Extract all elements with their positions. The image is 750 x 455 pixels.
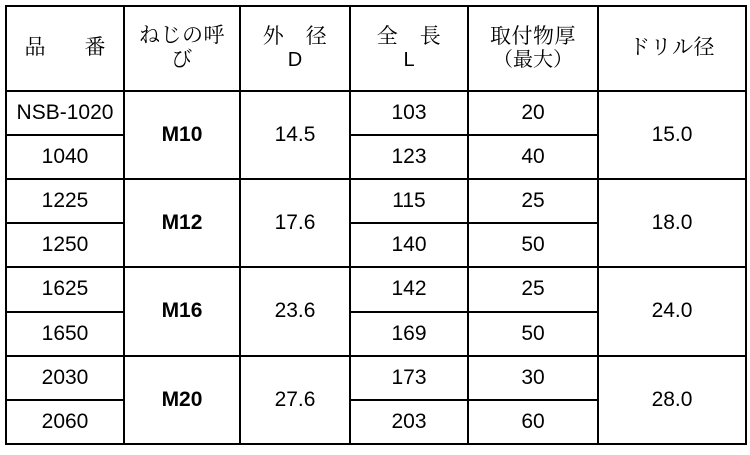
column-header-thread-size xyxy=(124,6,240,91)
column-header-thread-size-label: ねじの呼び xyxy=(139,24,225,72)
cell-part-no: 1625 xyxy=(6,267,124,311)
cell-part-no: 1040 xyxy=(6,135,124,179)
cell-mount-thickness: 40 xyxy=(468,135,598,179)
column-header-outer-diameter xyxy=(240,6,350,91)
column-header-outer-diameter-label: 外 径 xyxy=(262,24,328,48)
specification-table xyxy=(5,5,747,445)
column-header-total-length-label: 全 長 xyxy=(376,24,442,48)
cell-mount-thickness: 20 xyxy=(468,91,598,135)
cell-outer-diameter: 17.6 xyxy=(240,179,350,267)
cell-part-no: 1250 xyxy=(6,223,124,267)
column-header-total-length-symbol: L xyxy=(403,49,415,72)
cell-drill-diameter: 24.0 xyxy=(598,267,746,355)
cell-thread-size: M16 xyxy=(124,267,240,355)
cell-total-length: 123 xyxy=(350,135,468,179)
cell-total-length: 173 xyxy=(350,356,468,400)
column-header-total-length xyxy=(350,6,468,91)
table-row xyxy=(6,356,746,400)
column-header-mount-thickness xyxy=(468,6,598,91)
cell-drill-diameter: 15.0 xyxy=(598,91,746,179)
cell-total-length: 115 xyxy=(350,179,468,223)
cell-outer-diameter: 23.6 xyxy=(240,267,350,355)
table-row xyxy=(6,267,746,311)
column-header-part-no xyxy=(6,6,124,91)
table-row xyxy=(6,179,746,223)
cell-thread-size: M12 xyxy=(124,179,240,267)
cell-drill-diameter: 28.0 xyxy=(598,356,746,444)
cell-mount-thickness: 30 xyxy=(468,356,598,400)
cell-part-no: 2060 xyxy=(6,400,124,444)
cell-total-length: 142 xyxy=(350,267,468,311)
column-header-mount-thickness-label: 取付物厚 xyxy=(490,24,576,48)
column-header-part-no-label: 品 番 xyxy=(24,36,115,60)
table-row xyxy=(6,91,746,135)
column-header-drill-diameter-label: ドリル径 xyxy=(629,36,715,60)
cell-part-no: NSB-1020 xyxy=(6,91,124,135)
cell-drill-diameter: 18.0 xyxy=(598,179,746,267)
cell-part-no: 1650 xyxy=(6,312,124,356)
cell-outer-diameter: 27.6 xyxy=(240,356,350,444)
cell-mount-thickness: 50 xyxy=(468,223,598,267)
cell-total-length: 169 xyxy=(350,312,468,356)
cell-total-length: 140 xyxy=(350,223,468,267)
cell-part-no: 2030 xyxy=(6,356,124,400)
cell-thread-size: M20 xyxy=(124,356,240,444)
cell-mount-thickness: 25 xyxy=(468,179,598,223)
cell-total-length: 203 xyxy=(350,400,468,444)
cell-thread-size: M10 xyxy=(124,91,240,179)
cell-mount-thickness: 25 xyxy=(468,267,598,311)
cell-total-length: 103 xyxy=(350,91,468,135)
cell-mount-thickness: 60 xyxy=(468,400,598,444)
table-header-row xyxy=(6,6,746,91)
cell-mount-thickness: 50 xyxy=(468,312,598,356)
cell-outer-diameter: 14.5 xyxy=(240,91,350,179)
column-header-outer-diameter-symbol: D xyxy=(287,49,303,72)
column-header-drill-diameter xyxy=(598,6,746,91)
column-header-mount-thickness-note: （最大） xyxy=(493,49,573,72)
cell-part-no: 1225 xyxy=(6,179,124,223)
